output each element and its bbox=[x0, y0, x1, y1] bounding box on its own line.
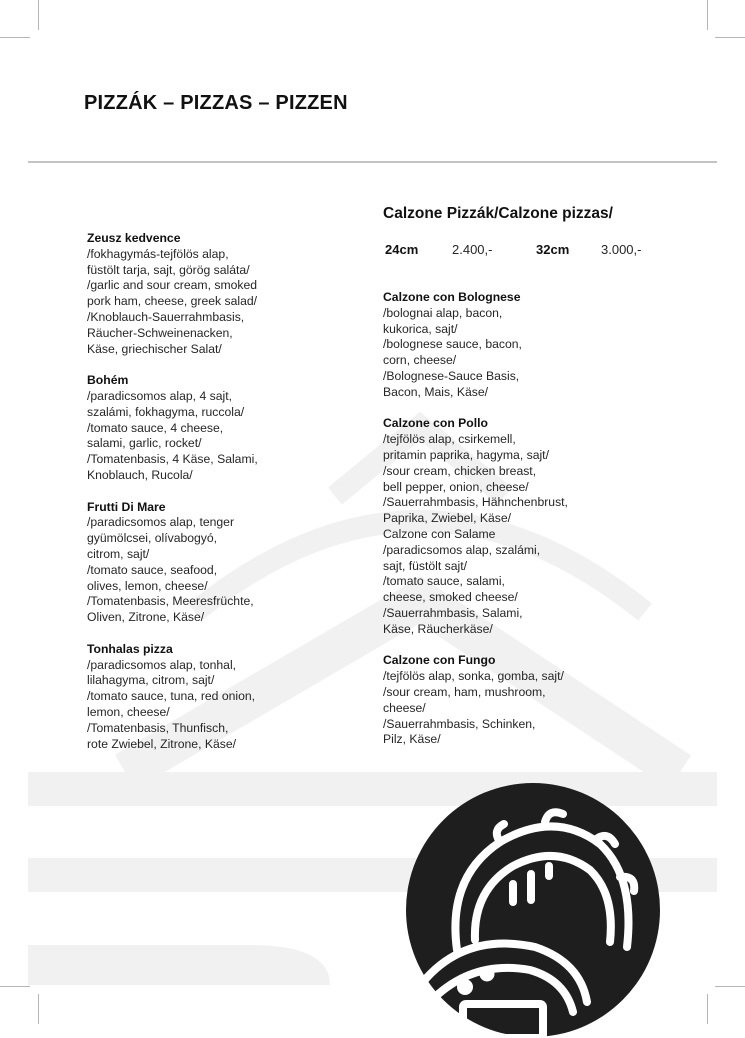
menu-item-description: /tejfölös alap, sonka, gomba, sajt/ /sour cream, ham, mushroom, cheese/ /Sauerrahmbasis, Schinken, Pilz, Käse/ bbox=[383, 669, 564, 747]
calzone-heading: Calzone Pizzák/Calzone pizzas/ bbox=[383, 205, 613, 222]
menu-item-description: /paradicsomos alap, 4 sajt, szalámi, fokhagyma, ruccola/ /tomato sauce, 4 cheese, salami, garlic, rocket/ /Tomatenbasis, 4 Käse, Salami, Knoblauch, Rucola/ bbox=[87, 388, 258, 482]
menu-item-name: Zeusz kedvence bbox=[87, 231, 181, 245]
menu-item-description: /tejfölös alap, csirkemell, pritamin paprika, hagyma, sajt/ /sour cream, chicken breast, bell pepper, onion, cheese/ /Sauerrahmbasis, Hähnchenbrust, Paprika, Zwiebel, Käse/ Calzone con Salame /paradicsomos alap, szalámi, sajt, füstölt sajt/ /tomato sauce, salami, cheese, smoked cheese/ /Sauerrahmbasis, Salami, Käse, Räucherkäse/ bbox=[383, 432, 568, 636]
menu-item-description: /paradicsomos alap, tonhal, lilahagyma, citrom, sajt/ /tomato sauce, tuna, red onion, lemon, cheese/ /Tomatenbasis, Thunfisch, rote Zwiebel, Zitrone, Käse/ bbox=[87, 657, 256, 751]
size-label: 24cm bbox=[385, 242, 419, 257]
header-divider bbox=[28, 161, 717, 163]
menu-item-description: /bolognai alap, bacon, kukorica, sajt/ /bolognese sauce, bacon, corn, cheese/ /Bolognese-Sauce Basis, Bacon, Mais, Käse/ bbox=[383, 305, 522, 399]
menu-item-description: /paradicsomos alap, tenger gyümölcsei, olívabogyó, citrom, sajt/ /tomato sauce, seafood, olives, lemon, cheese/ /Tomatenbasis, Meeresfrüchte, Oliven, Zitrone, Käse/ bbox=[87, 515, 254, 625]
menu-item-name: Bohém bbox=[87, 373, 129, 388]
menu-item bbox=[87, 373, 357, 484]
menu-item bbox=[87, 642, 357, 753]
size-price: 3.000,- bbox=[601, 242, 642, 257]
pizza-list-left bbox=[87, 231, 357, 768]
size-label: 32cm bbox=[536, 242, 570, 257]
page-title: PIZZÁK – PIZZAS – PIZZEN bbox=[84, 92, 348, 114]
calzone-list bbox=[383, 290, 673, 764]
menu-item-name: Frutti Di Mare bbox=[87, 499, 166, 514]
menu-item bbox=[87, 500, 357, 626]
menu-item-description: /fokhagymás-tejfölös alap, füstölt tarja, sajt, görög saláta/ /garlic and sour cream, smoked pork ham, cheese, greek salad/ /Knoblauch-Sauerrahmbasis, Räucher-Schweinenacken, Käse, griechischer Salat/ bbox=[87, 246, 258, 356]
menu-item bbox=[383, 653, 673, 748]
menu-item bbox=[87, 231, 357, 357]
calzone-icon bbox=[405, 782, 661, 1038]
menu-item-name: Calzone con Bolognese bbox=[383, 290, 521, 304]
menu-item bbox=[383, 416, 673, 637]
menu-item-name: Calzone con Pollo bbox=[383, 416, 488, 431]
menu-item-name: Tonhalas pizza bbox=[87, 641, 173, 656]
size-price: 2.400,- bbox=[452, 242, 493, 257]
menu-item bbox=[383, 290, 673, 401]
menu-item-name: Calzone con Fungo bbox=[383, 653, 496, 668]
